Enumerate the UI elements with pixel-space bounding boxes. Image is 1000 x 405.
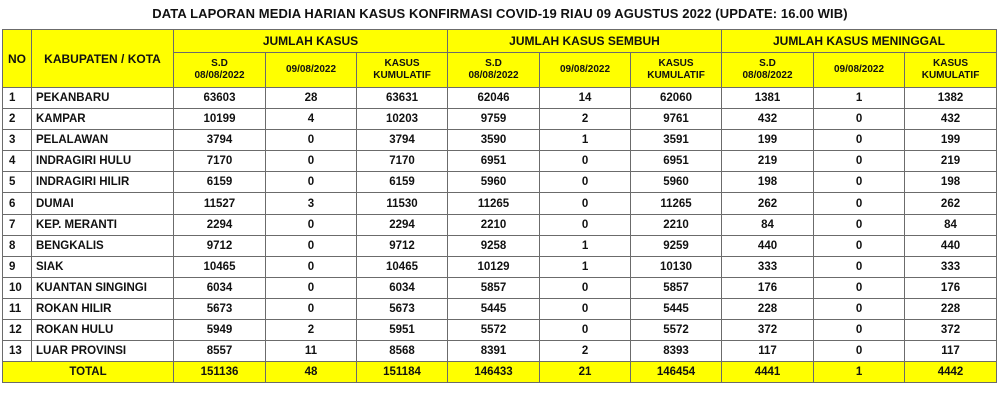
value-cell: 0 <box>540 277 631 298</box>
value-cell: 6951 <box>448 151 540 172</box>
region-name: DUMAI <box>32 193 174 214</box>
value-cell: 10465 <box>174 256 266 277</box>
value-cell: 9761 <box>631 109 722 130</box>
value-cell: 14 <box>540 88 631 109</box>
row-number: 2 <box>3 109 32 130</box>
value-cell: 0 <box>814 109 905 130</box>
region-name: INDRAGIRI HILIR <box>32 172 174 193</box>
header-no: NO <box>3 30 32 88</box>
value-cell: 6159 <box>357 172 448 193</box>
value-cell: 198 <box>905 172 997 193</box>
value-cell: 62060 <box>631 88 722 109</box>
value-cell: 2 <box>540 341 631 362</box>
value-cell: 117 <box>905 341 997 362</box>
value-cell: 117 <box>722 341 814 362</box>
value-cell: 1381 <box>722 88 814 109</box>
value-cell: 5949 <box>174 320 266 341</box>
table-row <box>3 130 997 151</box>
region-name: KAMPAR <box>32 109 174 130</box>
region-name: PEKANBARU <box>32 88 174 109</box>
total-value-cell: 48 <box>266 362 357 383</box>
value-cell: 5673 <box>357 298 448 319</box>
value-cell: 0 <box>814 151 905 172</box>
subheader-meninggal-2 <box>905 53 997 88</box>
value-cell: 0 <box>540 320 631 341</box>
row-number: 4 <box>3 151 32 172</box>
total-value-cell: 21 <box>540 362 631 383</box>
value-cell: 3591 <box>631 130 722 151</box>
value-cell: 9712 <box>357 235 448 256</box>
value-cell: 0 <box>266 235 357 256</box>
value-cell: 219 <box>722 151 814 172</box>
region-name: LUAR PROVINSI <box>32 341 174 362</box>
value-cell: 0 <box>266 277 357 298</box>
value-cell: 333 <box>905 256 997 277</box>
table-row <box>3 298 997 319</box>
value-cell: 2294 <box>174 214 266 235</box>
region-name: ROKAN HILIR <box>32 298 174 319</box>
table-row <box>3 277 997 298</box>
value-cell: 262 <box>722 193 814 214</box>
subheader-line1: S.D <box>759 58 776 69</box>
report-title: DATA LAPORAN MEDIA HARIAN KASUS KONFIRMASI COVID-19 RIAU 09 AGUSTUS 2022 (UPDATE: 16.00 WIB) <box>152 6 848 21</box>
value-cell: 0 <box>540 193 631 214</box>
value-cell: 0 <box>814 298 905 319</box>
value-cell: 5857 <box>631 277 722 298</box>
value-cell: 5445 <box>448 298 540 319</box>
value-cell: 198 <box>722 172 814 193</box>
value-cell: 2 <box>266 320 357 341</box>
table-row <box>3 151 997 172</box>
value-cell: 432 <box>722 109 814 130</box>
value-cell: 84 <box>722 214 814 235</box>
value-cell: 8391 <box>448 341 540 362</box>
value-cell: 0 <box>266 298 357 319</box>
value-cell: 5960 <box>448 172 540 193</box>
value-cell: 6034 <box>357 277 448 298</box>
value-cell: 0 <box>540 172 631 193</box>
value-cell: 0 <box>814 193 905 214</box>
value-cell: 5572 <box>448 320 540 341</box>
value-cell: 372 <box>905 320 997 341</box>
value-cell: 0 <box>540 298 631 319</box>
total-value-cell: 1 <box>814 362 905 383</box>
value-cell: 219 <box>905 151 997 172</box>
value-cell: 228 <box>905 298 997 319</box>
header-group-kasus: JUMLAH KASUS <box>174 30 448 53</box>
subheader-line1: 09/08/2022 <box>833 64 885 75</box>
value-cell: 3590 <box>448 130 540 151</box>
value-cell: 10203 <box>357 109 448 130</box>
value-cell: 3794 <box>357 130 448 151</box>
value-cell: 62046 <box>448 88 540 109</box>
row-number: 9 <box>3 256 32 277</box>
subheader-meninggal-0 <box>722 53 814 88</box>
value-cell: 0 <box>814 320 905 341</box>
value-cell: 228 <box>722 298 814 319</box>
value-cell: 0 <box>540 151 631 172</box>
value-cell: 10199 <box>174 109 266 130</box>
value-cell: 8393 <box>631 341 722 362</box>
value-cell: 8557 <box>174 341 266 362</box>
region-name: KEP. MERANTI <box>32 214 174 235</box>
value-cell: 10465 <box>357 256 448 277</box>
covid-report-table <box>2 29 997 383</box>
value-cell: 5572 <box>631 320 722 341</box>
value-cell: 440 <box>722 235 814 256</box>
value-cell: 432 <box>905 109 997 130</box>
total-value-cell: 146454 <box>631 362 722 383</box>
value-cell: 0 <box>540 214 631 235</box>
value-cell: 5960 <box>631 172 722 193</box>
value-cell: 11530 <box>357 193 448 214</box>
subheader-line2: KUMULATIF <box>921 70 980 81</box>
row-number: 6 <box>3 193 32 214</box>
value-cell: 0 <box>814 256 905 277</box>
total-value-cell: 4441 <box>722 362 814 383</box>
row-number: 7 <box>3 214 32 235</box>
value-cell: 7170 <box>357 151 448 172</box>
value-cell: 63603 <box>174 88 266 109</box>
region-name: KUANTAN SINGINGI <box>32 277 174 298</box>
table-row <box>3 109 997 130</box>
subheader-line1: 09/08/2022 <box>559 64 611 75</box>
value-cell: 2210 <box>448 214 540 235</box>
table-row <box>3 193 997 214</box>
header-group-meninggal: JUMLAH KASUS MENINGGAL <box>722 30 997 53</box>
row-number: 12 <box>3 320 32 341</box>
subheader-kasus-2 <box>357 53 448 88</box>
total-value-cell: 151136 <box>174 362 266 383</box>
value-cell: 0 <box>814 235 905 256</box>
subheader-sembuh-0 <box>448 53 540 88</box>
table-row <box>3 256 997 277</box>
subheader-line2: 08/08/2022 <box>194 70 245 81</box>
value-cell: 2294 <box>357 214 448 235</box>
value-cell: 63631 <box>357 88 448 109</box>
region-name: PELALAWAN <box>32 130 174 151</box>
value-cell: 0 <box>266 214 357 235</box>
total-row <box>3 362 997 383</box>
subheader-sembuh-1 <box>540 53 631 88</box>
value-cell: 9259 <box>631 235 722 256</box>
row-number: 13 <box>3 341 32 362</box>
region-name: BENGKALIS <box>32 235 174 256</box>
row-number: 10 <box>3 277 32 298</box>
value-cell: 5673 <box>174 298 266 319</box>
value-cell: 28 <box>266 88 357 109</box>
row-number: 1 <box>3 88 32 109</box>
value-cell: 440 <box>905 235 997 256</box>
subheader-kasus-1 <box>266 53 357 88</box>
region-name: SIAK <box>32 256 174 277</box>
value-cell: 5857 <box>448 277 540 298</box>
region-name: INDRAGIRI HULU <box>32 151 174 172</box>
value-cell: 1 <box>814 88 905 109</box>
value-cell: 4 <box>266 109 357 130</box>
subheader-line2: 08/08/2022 <box>468 70 519 81</box>
value-cell: 9258 <box>448 235 540 256</box>
table-row <box>3 235 997 256</box>
value-cell: 6951 <box>631 151 722 172</box>
value-cell: 11265 <box>448 193 540 214</box>
value-cell: 0 <box>814 214 905 235</box>
value-cell: 0 <box>266 256 357 277</box>
subheader-kasus-0 <box>174 53 266 88</box>
subheader-line2: 08/08/2022 <box>742 70 793 81</box>
value-cell: 0 <box>814 341 905 362</box>
value-cell: 3 <box>266 193 357 214</box>
value-cell: 11527 <box>174 193 266 214</box>
header-group-sembuh: JUMLAH KASUS SEMBUH <box>448 30 722 53</box>
value-cell: 5951 <box>357 320 448 341</box>
subheader-line1: 09/08/2022 <box>285 64 337 75</box>
value-cell: 7170 <box>174 151 266 172</box>
total-label: TOTAL <box>3 362 174 383</box>
region-name: ROKAN HULU <box>32 320 174 341</box>
value-cell: 199 <box>722 130 814 151</box>
value-cell: 372 <box>722 320 814 341</box>
row-number: 8 <box>3 235 32 256</box>
value-cell: 1382 <box>905 88 997 109</box>
value-cell: 10129 <box>448 256 540 277</box>
value-cell: 1 <box>540 235 631 256</box>
value-cell: 199 <box>905 130 997 151</box>
value-cell: 0 <box>266 172 357 193</box>
value-cell: 8568 <box>357 341 448 362</box>
total-value-cell: 146433 <box>448 362 540 383</box>
row-number: 3 <box>3 130 32 151</box>
header-region: KABUPATEN / KOTA <box>32 30 174 88</box>
value-cell: 0 <box>266 130 357 151</box>
value-cell: 333 <box>722 256 814 277</box>
value-cell: 9759 <box>448 109 540 130</box>
value-cell: 84 <box>905 214 997 235</box>
value-cell: 3794 <box>174 130 266 151</box>
value-cell: 9712 <box>174 235 266 256</box>
table-row <box>3 341 997 362</box>
subheader-line1: KASUS <box>658 58 694 69</box>
subheader-line1: S.D <box>211 58 228 69</box>
value-cell: 0 <box>266 151 357 172</box>
value-cell: 0 <box>814 130 905 151</box>
total-value-cell: 4442 <box>905 362 997 383</box>
table-row <box>3 320 997 341</box>
table-row <box>3 88 997 109</box>
row-number: 11 <box>3 298 32 319</box>
value-cell: 5445 <box>631 298 722 319</box>
table-row <box>3 172 997 193</box>
value-cell: 6159 <box>174 172 266 193</box>
value-cell: 10130 <box>631 256 722 277</box>
subheader-line1: KASUS <box>384 58 420 69</box>
value-cell: 6034 <box>174 277 266 298</box>
subheader-line2: KUMULATIF <box>647 70 705 81</box>
value-cell: 11 <box>266 341 357 362</box>
table-row <box>3 214 997 235</box>
total-value-cell: 151184 <box>357 362 448 383</box>
subheader-line2: KUMULATIF <box>373 70 431 81</box>
value-cell: 262 <box>905 193 997 214</box>
value-cell: 2 <box>540 109 631 130</box>
value-cell: 0 <box>814 277 905 298</box>
value-cell: 0 <box>814 172 905 193</box>
value-cell: 1 <box>540 256 631 277</box>
value-cell: 11265 <box>631 193 722 214</box>
value-cell: 2210 <box>631 214 722 235</box>
subheader-line1: KASUS <box>933 58 969 69</box>
value-cell: 176 <box>722 277 814 298</box>
subheader-meninggal-1 <box>814 53 905 88</box>
value-cell: 176 <box>905 277 997 298</box>
subheader-line1: S.D <box>485 58 502 69</box>
subheader-sembuh-2 <box>631 53 722 88</box>
row-number: 5 <box>3 172 32 193</box>
value-cell: 1 <box>540 130 631 151</box>
